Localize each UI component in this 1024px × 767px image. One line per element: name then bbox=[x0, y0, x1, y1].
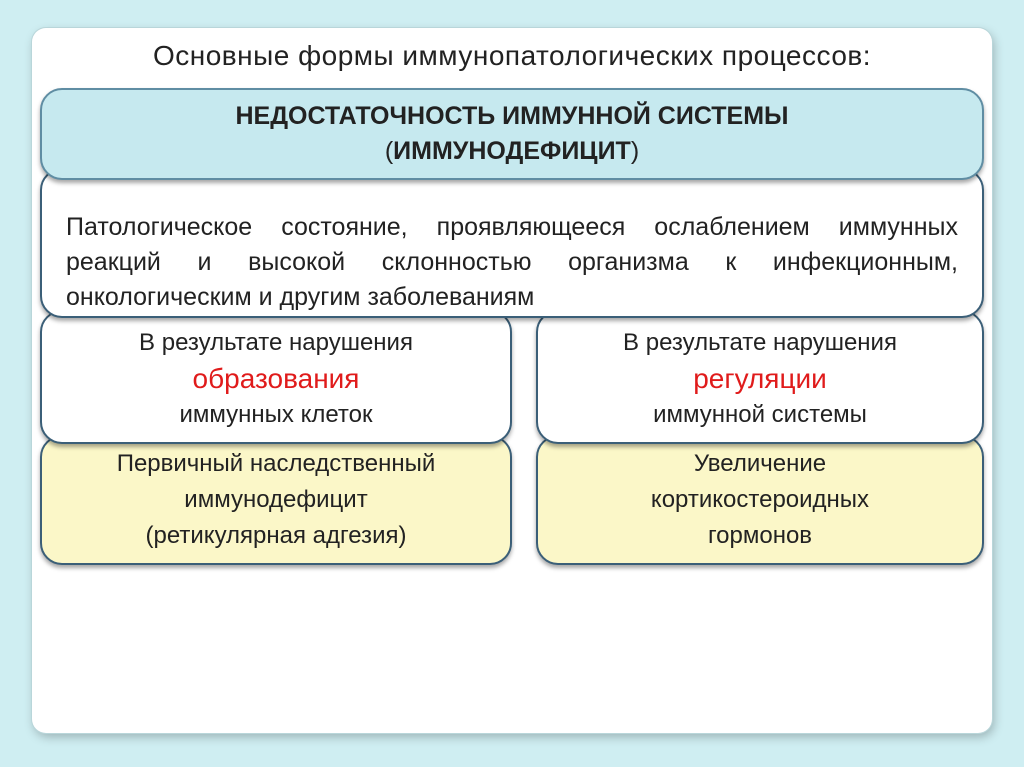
immunodeficiency-header-box bbox=[40, 88, 984, 180]
cause-regulation-box bbox=[536, 310, 984, 444]
example-line: кортикостероидных bbox=[650, 486, 870, 513]
header-line-2 bbox=[385, 134, 639, 169]
definition-text: Патологическое состояние, проявляющееся ослаблением иммунных реакций и высокой склонностью организма к инфекционным, онкологическим и другим заболеваниям bbox=[66, 213, 958, 311]
primary-immunodeficiency-box bbox=[40, 435, 512, 565]
cause-regulation-accent: регуляции bbox=[693, 363, 827, 394]
page-title: Основные формы иммунопатологических процессов: bbox=[152, 40, 872, 71]
cause-formation-line-3: иммунных клеток bbox=[179, 401, 373, 428]
header-line-1: НЕДОСТАТОЧНОСТЬ ИММУННОЙ СИСТЕМЫ bbox=[235, 102, 789, 130]
cause-regulation-line-1: В результате нарушения bbox=[623, 329, 897, 356]
definition-box bbox=[40, 168, 984, 318]
cause-formation-accent: образования bbox=[192, 363, 360, 394]
header-close-paren: ) bbox=[630, 137, 640, 165]
example-line: Увеличение bbox=[693, 450, 827, 477]
example-line: иммунодефицит bbox=[184, 486, 368, 513]
cause-formation-line-1: В результате нарушения bbox=[139, 329, 413, 356]
example-line: Первичный наследственный bbox=[116, 450, 436, 477]
cause-regulation-line-3: иммунной системы bbox=[653, 401, 867, 428]
corticosteroid-box bbox=[536, 435, 984, 565]
header-open-paren: ( bbox=[384, 137, 394, 165]
example-line: гормонов bbox=[707, 522, 813, 549]
cause-formation-box bbox=[40, 310, 512, 444]
example-line: (ретикулярная адгезия) bbox=[145, 522, 407, 549]
header-term: ИММУНОДЕФИЦИТ bbox=[393, 137, 631, 165]
